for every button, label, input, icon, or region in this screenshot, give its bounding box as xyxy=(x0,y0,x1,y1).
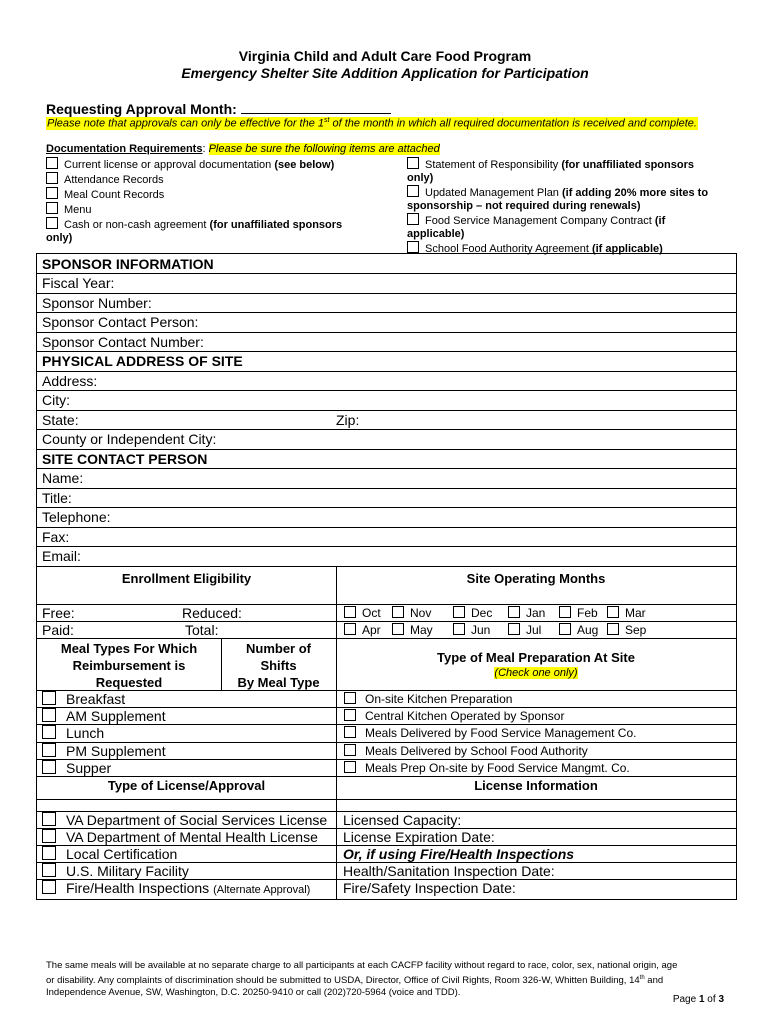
shifts-heading-l1: Number of xyxy=(246,641,311,656)
checkbox[interactable] xyxy=(407,157,419,169)
month-jun[interactable]: Jun xyxy=(453,623,490,637)
footer-line: Independence Avenue, SW, Washington, D.C. 20250-9410 or call (202)720-5964 (voice and TDD). xyxy=(46,987,461,999)
checkbox[interactable] xyxy=(46,217,58,229)
doc-item-bold: only) xyxy=(407,172,434,184)
requesting-month-field xyxy=(46,101,391,117)
doc-req-colon: : xyxy=(202,143,209,155)
prep-fsm-onsite[interactable]: Meals Prep On-site by Food Service Mangmt. Co. xyxy=(344,761,630,775)
doc-item xyxy=(46,217,342,232)
doc-item-cont xyxy=(407,200,708,213)
doc-item xyxy=(407,213,708,228)
doc-item-bold: applicable) xyxy=(407,228,465,240)
requesting-month-label: Requesting Approval Month: xyxy=(46,101,237,117)
fire-inspection-date-field[interactable]: Fire/Safety Inspection Date: xyxy=(343,880,516,896)
doc-req-label: Documentation Requirements xyxy=(46,143,203,155)
prep-sfa-delivered[interactable]: Meals Delivered by School Food Authority xyxy=(344,744,588,758)
doc-item-bold: sponsorship – not required during renewals) xyxy=(407,200,641,212)
paid-field[interactable]: Paid: xyxy=(42,622,74,638)
alternate-approval-note: (Alternate Approval) xyxy=(213,884,311,896)
checkbox[interactable] xyxy=(407,213,419,225)
county-field[interactable]: County or Independent City: xyxy=(42,431,217,447)
shifts-heading-l3: By Meal Type xyxy=(237,675,320,690)
documentation-requirements-heading xyxy=(46,143,440,155)
doc-checklist-left xyxy=(46,157,342,245)
prep-fsm-delivered[interactable]: Meals Delivered by Food Service Management Co. xyxy=(344,726,636,740)
fax-field[interactable]: Fax: xyxy=(42,529,70,545)
license-type-heading: Type of License/Approval xyxy=(107,778,266,793)
page-total: 3 xyxy=(718,994,724,1005)
checkbox[interactable] xyxy=(407,241,419,253)
state-field[interactable]: State: xyxy=(42,412,79,428)
sponsor-contact-number-field[interactable]: Sponsor Contact Number: xyxy=(42,334,204,350)
document-subtitle: Emergency Shelter Site Addition Application for Participation xyxy=(181,65,589,81)
doc-item-text: Updated Management Plan xyxy=(425,187,562,199)
page-number xyxy=(673,994,724,1005)
doc-item xyxy=(46,202,342,217)
checkbox[interactable] xyxy=(407,185,419,197)
enrollment-heading: Enrollment Eligibility xyxy=(121,571,252,586)
doc-item-text: School Food Authority Agreement xyxy=(425,243,592,255)
meal-prep-heading: Type of Meal Preparation At Site xyxy=(437,650,635,665)
name-field[interactable]: Name: xyxy=(42,470,84,486)
prep-central-kitchen[interactable]: Central Kitchen Operated by Sponsor xyxy=(344,709,564,723)
note-text: Please note that approvals can only be effective for the 1 xyxy=(47,117,325,130)
month-aug[interactable]: Aug xyxy=(559,623,598,637)
checkbox[interactable] xyxy=(46,172,58,184)
sponsor-info-heading: SPONSOR INFORMATION xyxy=(42,256,214,272)
doc-item-bold: only) xyxy=(46,232,73,244)
doc-item-bold: (if applicable) xyxy=(591,243,663,255)
month-may[interactable]: May xyxy=(392,623,433,637)
license-vdss[interactable]: VA Department of Social Services License xyxy=(42,812,327,828)
checkbox[interactable] xyxy=(46,202,58,214)
meal-types-heading xyxy=(37,640,221,691)
application-form xyxy=(36,253,737,900)
nondiscrimination-footer xyxy=(46,960,726,999)
meal-lunch[interactable]: Lunch xyxy=(42,725,104,741)
doc-item xyxy=(407,157,708,172)
sponsor-contact-person-field[interactable]: Sponsor Contact Person: xyxy=(42,314,199,330)
fire-health-note: Or, if using Fire/Health Inspections xyxy=(343,846,575,862)
city-field[interactable]: City: xyxy=(42,392,70,408)
month-apr[interactable]: Apr xyxy=(344,623,381,637)
doc-item-bold: (for unaffiliated sponsors xyxy=(561,159,694,171)
doc-item-bold: (for unaffiliated sponsors xyxy=(209,219,343,231)
meal-pm-supplement[interactable]: PM Supplement xyxy=(42,743,166,759)
doc-item-cont xyxy=(407,228,708,241)
doc-item-bold: (if adding 20% more sites to xyxy=(561,187,709,199)
doc-item-cont xyxy=(407,172,708,185)
page-of: of xyxy=(704,994,719,1005)
month-oct[interactable]: Oct xyxy=(344,606,381,620)
doc-item xyxy=(46,157,342,172)
footer-text: and xyxy=(644,975,664,987)
doc-item-text: Menu xyxy=(64,204,92,216)
month-sep[interactable]: Sep xyxy=(607,623,646,637)
health-inspection-date-field[interactable]: Health/Sanitation Inspection Date: xyxy=(343,863,555,879)
zip-field[interactable]: Zip: xyxy=(336,412,360,428)
email-field[interactable]: Email: xyxy=(42,548,81,564)
telephone-field[interactable]: Telephone: xyxy=(42,509,111,525)
page-prefix: Page xyxy=(672,994,699,1005)
doc-item-cont xyxy=(46,232,342,245)
doc-item-text: Attendance Records xyxy=(64,174,164,186)
footer-sup: th xyxy=(639,975,645,981)
doc-item-text: Meal Count Records xyxy=(64,189,165,201)
sponsor-number-field[interactable]: Sponsor Number: xyxy=(42,295,152,311)
checkbox[interactable] xyxy=(46,187,58,199)
site-contact-heading: SITE CONTACT PERSON xyxy=(42,451,208,467)
licensed-capacity-field[interactable]: Licensed Capacity: xyxy=(343,812,462,828)
month-mar[interactable]: Mar xyxy=(607,606,646,620)
meal-prep-subheading xyxy=(336,667,736,679)
fiscal-year-field[interactable]: Fiscal Year: xyxy=(42,275,115,291)
footer-line xyxy=(46,972,726,987)
approval-note xyxy=(46,117,698,130)
footer-line: The same meals will be available at no separate charge to all participants at each CACFP facility without regard to race, color, sex, national origin, age xyxy=(46,960,678,971)
month-feb[interactable]: Feb xyxy=(559,606,598,620)
doc-item-text: Statement of Responsibility xyxy=(425,159,562,171)
address-field[interactable]: Address: xyxy=(42,373,98,389)
meal-am-supplement[interactable]: AM Supplement xyxy=(42,708,166,724)
month-dec[interactable]: Dec xyxy=(453,606,492,620)
month-nov[interactable]: Nov xyxy=(392,606,431,620)
doc-checklist-right xyxy=(407,157,708,256)
note-sup: st xyxy=(324,117,330,124)
meal-breakfast[interactable]: Breakfast xyxy=(42,691,125,707)
license-mental-health[interactable]: VA Department of Mental Health License xyxy=(42,829,318,845)
page-current: 1 xyxy=(698,994,705,1005)
document-title: Virginia Child and Adult Care Food Program xyxy=(238,48,532,64)
physical-address-heading: PHYSICAL ADDRESS OF SITE xyxy=(42,353,243,369)
doc-item xyxy=(46,187,342,202)
meal-types-heading-l1: Meal Types For Which xyxy=(60,641,198,656)
doc-item xyxy=(46,172,342,187)
free-field[interactable]: Free: xyxy=(42,605,75,621)
doc-item-text: Cash or non-cash agreement xyxy=(64,219,210,231)
meal-types-heading-l2: Reimbursement is xyxy=(72,658,186,673)
shifts-heading-l2: Shifts xyxy=(260,658,297,673)
doc-item-text: Current license or approval documentation xyxy=(64,159,275,171)
prep-onsite-kitchen[interactable]: On-site Kitchen Preparation xyxy=(344,692,512,706)
doc-item xyxy=(407,185,708,200)
license-expiration-field[interactable]: License Expiration Date: xyxy=(343,829,495,845)
operating-months-heading: Site Operating Months xyxy=(466,571,606,586)
reduced-field[interactable]: Reduced: xyxy=(182,605,242,621)
license-military[interactable]: U.S. Military Facility xyxy=(42,863,189,879)
number-of-shifts-heading xyxy=(221,640,336,691)
month-jul[interactable]: Jul xyxy=(508,623,541,637)
note-text-end: of the month in which all required documentation is received and complete. xyxy=(329,117,697,130)
total-field[interactable]: Total: xyxy=(185,622,219,638)
doc-item-text: Food Service Management Company Contract xyxy=(425,215,655,227)
title-field[interactable]: Title: xyxy=(42,490,72,506)
doc-req-highlight: Please be sure the following items are attached xyxy=(208,143,440,155)
doc-item-bold: (if xyxy=(654,215,666,227)
footer-text: or disability. Any complaints of discrimination should be submitted to USDA, Director, Office of Civil Rights, Room 326-W, Whitten Building, 14 xyxy=(46,975,640,987)
month-jan[interactable]: Jan xyxy=(508,606,545,620)
license-info-heading: License Information xyxy=(474,778,598,793)
meal-prep-subheading-text: (Check one only) xyxy=(494,667,578,679)
meal-supper[interactable]: Supper xyxy=(42,760,111,776)
license-fire-health[interactable]: Fire/Health Inspections (Alternate Approval) xyxy=(42,880,310,896)
meal-types-heading-l3: Requested xyxy=(95,675,163,690)
checkbox[interactable] xyxy=(46,157,58,169)
license-local-cert[interactable]: Local Certification xyxy=(42,846,177,862)
doc-item-bold: (see below) xyxy=(274,159,335,171)
requesting-month-input[interactable] xyxy=(241,101,391,114)
